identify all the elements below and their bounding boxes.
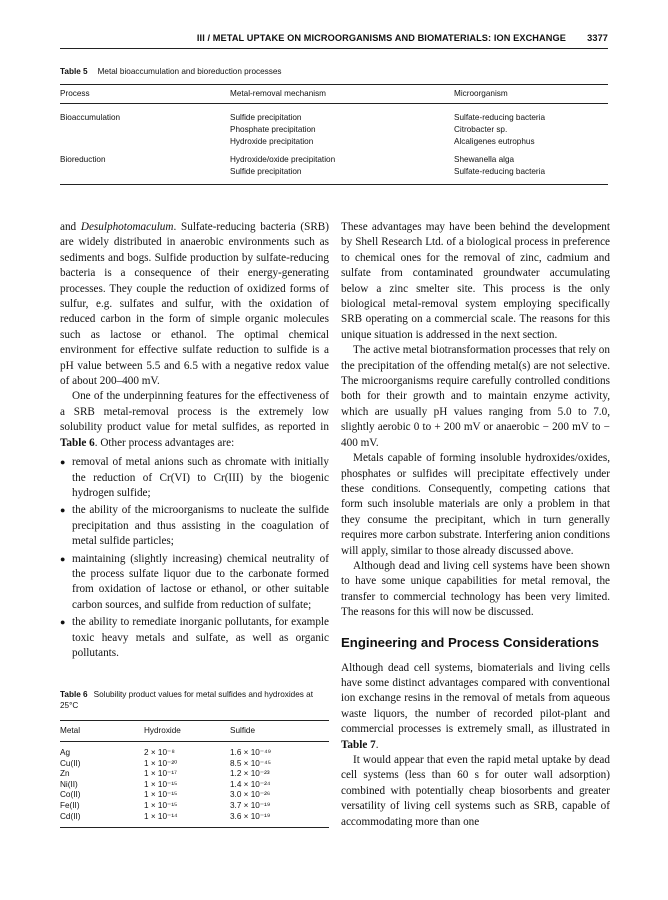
- table5-organisms: [454, 154, 545, 178]
- running-head-title: III / METAL UPTAKE ON MICROORGANISMS AND BIOMATERIALS: ION EXCHANGE: [196, 33, 566, 43]
- table-cell: Zn: [60, 769, 70, 779]
- paragraph: Although dead and living cell systems have been shown to have some unique capabilities for metal removal, the transfer to commercial technology has been very limited. The reasons for this will now be discussed.: [341, 559, 610, 619]
- paragraph: Metals capable of forming insoluble hydroxides/oxides, phosphates or sulfides will precipitate effectively under these conditions. Consequently, competing cations that form such insoluble materials are only a problem in that they consume the precipitant, which in turn generally requires more carbon substrate. Interfering anion conditions will apply, similar to those already discussed above.: [341, 452, 610, 557]
- table-cell: Sulfate-reducing bacteria: [454, 113, 546, 122]
- table-cell: 1 × 10⁻¹⁷: [144, 769, 178, 779]
- table6-body: [60, 748, 329, 822]
- paragraph: The active metal biotransformation processes that rely on the precipitation of the offending metal(s) are not selective. The microorganisms require carefully controlled conditions both for their growth and to maintain enzyme activity, which are usually pH values ranging from 5.0 to 7.0, slightly aerobic 0 to + 200 mV or anaerobic − 200 mV to − 400 mV.: [341, 344, 610, 449]
- text-run: . Sulfate-reducing bacteria (SRB) are widely distributed in anaerobic environments such as sediments and bogs. Sulfide production by sulfate-reducing bacteria is a consequence of their energy-generating processes. They couple the reduction of oxidized forms of sulfur, e.g. sulfates and sulfur, with the oxidation of reduced carbon in the form of simple organic molecules such as lactose or ethanol. The optimal chemical environment for effective sulfate reduction to sulfide is a pH value between 5.5 and 6.5 with a negative redox value of about 200–400 mV.: [60, 221, 329, 388]
- table-cell: Citrobacter sp.: [454, 125, 508, 134]
- table5-caption: [60, 67, 281, 76]
- table-cell: Bioreduction: [60, 155, 106, 164]
- table-row: [60, 769, 329, 780]
- table5-organisms: [454, 112, 545, 148]
- text-run: One of the underpinning features for the effectiveness of a SRB metal-removal process is the extremely low solubility product value for metal sulfides, as reported in: [60, 390, 329, 434]
- table-cell: Sulfate-reducing bacteria: [454, 167, 546, 176]
- table5-mechanisms: [230, 154, 335, 178]
- text-run: . Other process advantages are:: [94, 436, 235, 449]
- list-item: ● removal of metal anions such as chromate with initially the reduction of Cr(VI) to Cr(III) by the biogenic hydrogen sulfide;: [60, 455, 329, 501]
- text-run: and: [60, 221, 81, 233]
- table-cell: Fe(II): [60, 800, 80, 810]
- table-cell: 3.6 × 10⁻¹⁹: [230, 811, 271, 821]
- table6-rule: [60, 827, 329, 828]
- section-heading: Engineering and Process Considerations: [341, 634, 599, 650]
- table6-rule: [60, 741, 329, 742]
- paragraph: [60, 220, 329, 389]
- table5-process: [60, 154, 106, 166]
- table6: [60, 689, 329, 821]
- table5-process: [60, 112, 120, 124]
- table-row: [60, 801, 329, 812]
- table-cell: Cu(II): [60, 758, 81, 768]
- list-item: ● the ability of the microorganisms to nucleate the sulfide precipitation and thus assisting in the coagulation of metal sulfide particles;: [60, 503, 329, 549]
- table-cell: Ni(II): [60, 779, 78, 789]
- table-cell: Cd(II): [60, 811, 81, 821]
- genus-name: Desulphotomaculum: [80, 221, 174, 233]
- table-reference: Table 7: [341, 738, 376, 751]
- table5-mechanisms: [230, 112, 316, 148]
- table-cell: Shewanella alga: [454, 155, 515, 164]
- table-cell: Hydroxide precipitation: [230, 137, 314, 146]
- table-row: [60, 759, 329, 770]
- table-row: [60, 790, 329, 801]
- table-reference: Table 6: [60, 436, 95, 449]
- right-column: [341, 220, 610, 830]
- table-cell: 1 × 10⁻¹⁵: [144, 790, 178, 800]
- table5-body: [60, 112, 608, 180]
- table-row: [60, 780, 329, 791]
- table6-caption: [60, 689, 329, 711]
- table5-header-process: Process: [60, 89, 90, 98]
- table-row: [60, 812, 329, 823]
- table-cell: 2 × 10⁻⁸: [144, 748, 175, 757]
- table-cell: Hydroxide/oxide precipitation: [230, 155, 336, 164]
- paragraph: [60, 389, 329, 451]
- table5-label: Table 5: [60, 67, 88, 76]
- table-cell: 8.5 × 10⁻⁴⁵: [230, 758, 272, 768]
- table5-header-row: [60, 89, 608, 101]
- table-cell: 1 × 10⁻¹⁴: [144, 811, 178, 821]
- page-number: 3377: [587, 33, 608, 43]
- list-item: ● maintaining (slightly increasing) chemical neutrality of the process sulfate liquor due to the carbonate formed from oxidation of lactose or ethanol, or other suitable carbon sources, and sulfide from reduction of sulfate;: [60, 552, 329, 614]
- table5-caption-text: Metal bioaccumulation and bioreduction processes: [97, 67, 282, 76]
- table-row: [60, 154, 608, 180]
- table-cell: 1 × 10⁻¹⁵: [144, 779, 178, 789]
- table-cell: 1 × 10⁻¹⁵: [144, 800, 178, 810]
- text-run: Although dead cell systems, biomaterials and living cells have some distinct advantages compared with conventional ion exchange resins in the removal of metals from aqueous waste liquors, the number of recorded pilot-plant and commercial processes is extremely small, as illustrated in: [341, 661, 610, 736]
- table5-rule: [60, 103, 608, 104]
- table-cell: Ag: [60, 748, 71, 757]
- table5-header-mechanism: Metal-removal mechanism: [230, 89, 327, 98]
- table-row: [60, 748, 329, 759]
- table-cell: 3.0 × 10⁻²⁶: [230, 790, 271, 800]
- table-cell: Sulfide precipitation: [230, 113, 302, 122]
- table-cell: Bioaccumulation: [60, 113, 121, 122]
- table-cell: Sulfide precipitation: [230, 167, 302, 176]
- table5-rule: [60, 184, 608, 185]
- table6-label: Table 6: [60, 690, 88, 699]
- table-cell: 1.6 × 10⁻⁴⁹: [230, 748, 272, 757]
- table-cell: Alcaligenes eutrophus: [454, 137, 535, 146]
- paragraph: [341, 661, 610, 753]
- paragraph: These advantages may have been behind the development by Shell Research Ltd. of a biological process in preference to chemical ones for the removal of zinc, cadmium and sulfate from contaminated groundwater accumulating below a zinc smelter site. This process is the only biological metal-removal system employing specifically SRB operating on a commercial scale. The reasons for this unique situation is addressed in the next section.: [341, 221, 610, 341]
- table-cell: Co(II): [60, 790, 81, 800]
- table6-caption-text: Solubility product values for metal sulfides and hydroxides at 25°C: [60, 690, 313, 710]
- table5-header-organism: Microorganism: [454, 89, 508, 98]
- left-column: [60, 220, 329, 663]
- table-cell: 3.7 × 10⁻¹⁹: [230, 800, 271, 810]
- table-cell: Phosphate precipitation: [230, 125, 316, 134]
- table6-header-row: [60, 726, 329, 738]
- text-run: .: [375, 738, 379, 751]
- table5-rule: [60, 84, 608, 85]
- header-rule: [60, 48, 608, 49]
- list-item: ● the ability to remediate inorganic pollutants, for example toxic heavy metals and sulfate, as well as organic pollutants.: [60, 615, 329, 661]
- advantages-list: [60, 455, 329, 661]
- paragraph: It would appear that even the rapid metal uptake by dead cell systems (less than 60 s for outer wall adsorption) combined with potentially cheap biosorbents and greater versatility of living cell systems such as SRB, capable of accommodating more than one: [341, 754, 610, 828]
- table-cell: 1 × 10⁻²⁰: [144, 758, 178, 768]
- table-cell: 1.2 × 10⁻²³: [230, 769, 270, 779]
- running-head: [60, 33, 608, 47]
- table-cell: 1.4 × 10⁻²⁴: [230, 779, 271, 789]
- table6-header-sulfide: Sulfide: [230, 726, 256, 735]
- table-row: [60, 112, 608, 154]
- table6-header-metal: Metal: [60, 726, 81, 735]
- table6-rule: [60, 720, 329, 721]
- table6-header-hydroxide: Hydroxide: [144, 726, 181, 735]
